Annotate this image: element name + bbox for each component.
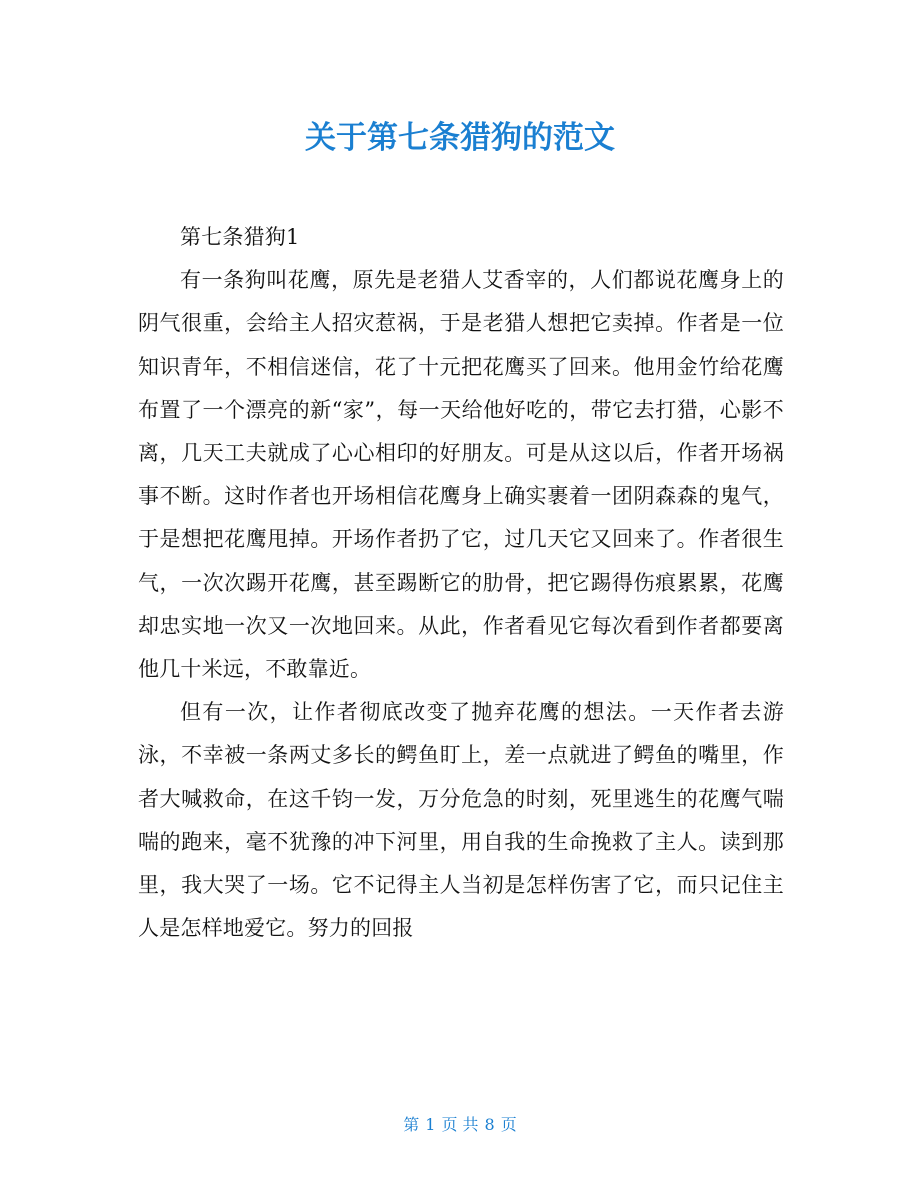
- document-body: [138, 216, 784, 950]
- subheading: 第七条猎狗1: [180, 225, 300, 249]
- document-title: 关于第七条猎狗的范文: [305, 120, 615, 156]
- footer-suffix: 页: [500, 1115, 517, 1134]
- paragraph-1: 有一条狗叫花鹰，原先是老猎人艾香宰的，人们都说花鹰身上的阴气很重，会给主人招灾惹祸，于是老猎人想把它卖掉。作者是一位知识青年，不相信迷信，花了十元把花鹰买了回来。他用金竹给花鹰布置了一个漂亮的新“家”，每一天给他好吃的，带它去打猎，心影不离，几天工夫就成了心心相印的好朋友。可是从这以后，作者开场祸事不断。这时作者也开场相信花鹰身上确实裹着一团阴森森的鬼气，于是想把花鹰甩掉。开场作者扔了它，过几天它又回来了。作者很生气，一次次踢开花鹰，甚至踢断它的肋骨，把它踢得伤痕累累，花鹰却忠实地一次又一次地回来。从此，作者看见它每次看到作者都要离他几十米远，不敢靠近。: [138, 268, 784, 682]
- footer-total-pages: 8: [484, 1115, 495, 1134]
- footer-prefix: 第: [403, 1115, 420, 1134]
- page-footer: [0, 1114, 920, 1136]
- paragraph-2: 但有一次，让作者彻底改变了抛弃花鹰的想法。一天作者去游泳，不幸被一条两丈多长的鳄鱼盯上，差一点就进了鳄鱼的嘴里，作者大喊救命，在这千钧一发，万分危急的时刻，死里逃生的花鹰气喘喘的跑来，毫不犹豫的冲下河里，用自我的生命挽救了主人。读到那里，我大哭了一场。它不记得主人当初是怎样伤害了它，而只记住主人是怎样地爱它。努力的回报: [138, 700, 784, 941]
- footer-page-number: 1: [425, 1115, 436, 1134]
- footer-middle: 页 共: [441, 1115, 479, 1134]
